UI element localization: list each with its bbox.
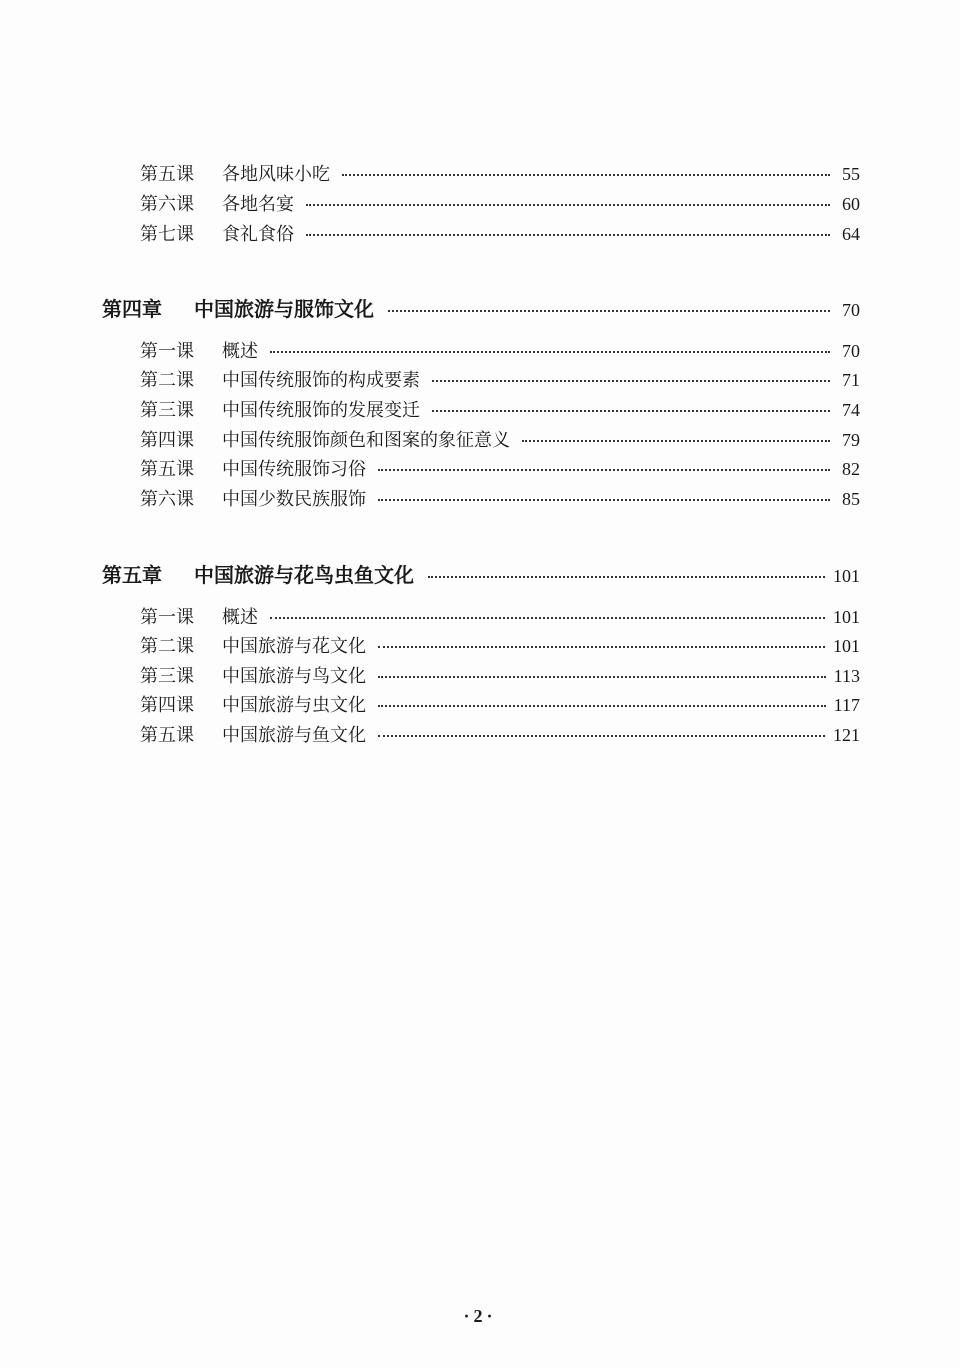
- toc-entry: [140, 160, 860, 186]
- chapter-title: 中国旅游与服饰文化: [194, 297, 374, 321]
- lesson-title: 概述: [222, 341, 258, 362]
- dot-leader: [428, 576, 825, 578]
- page-number: 64: [842, 224, 860, 244]
- lesson-number: 第六课: [140, 489, 194, 510]
- dot-leader: [342, 174, 830, 176]
- lesson-title: 中国传统服饰的构成要素: [222, 370, 420, 391]
- lesson-number: 第三课: [140, 400, 194, 421]
- lesson-number: 第一课: [140, 341, 194, 362]
- page-number: 70: [842, 341, 860, 361]
- page-number: 101: [833, 566, 860, 586]
- lesson-number: 第三课: [140, 666, 194, 687]
- page-number: 74: [842, 400, 860, 420]
- dot-leader: [378, 469, 830, 471]
- dot-leader: [378, 499, 830, 501]
- lesson-title: 中国传统服饰的发展变迁: [222, 400, 420, 421]
- page-number: 82: [842, 459, 860, 479]
- page-number: 70: [842, 300, 860, 320]
- lesson-number: 第六课: [140, 194, 194, 215]
- page-number: 101: [833, 607, 860, 627]
- lesson-title: 中国旅游与花文化: [222, 636, 366, 657]
- chapter-title: 中国旅游与花鸟虫鱼文化: [194, 563, 414, 587]
- page-footer-number: ·2·: [463, 1306, 497, 1326]
- toc-entry: [140, 691, 860, 717]
- page-number: 85: [842, 489, 860, 509]
- lesson-number: 第五课: [140, 459, 194, 480]
- lesson-number: 第四课: [140, 430, 194, 451]
- lesson-title: 中国旅游与鱼文化: [222, 725, 366, 746]
- chapter-number: 第四章: [102, 297, 162, 321]
- dot-leader: [378, 735, 825, 737]
- toc-entry: [140, 632, 860, 658]
- dot-leader: [432, 410, 830, 412]
- lesson-number: 第五课: [140, 725, 194, 746]
- lesson-title: 中国少数民族服饰: [222, 489, 366, 510]
- toc-entry: [140, 721, 860, 747]
- toc-entry: [140, 426, 860, 452]
- dot-leader: [306, 204, 830, 206]
- toc-entry: [140, 337, 860, 363]
- page-number: 117: [833, 695, 860, 715]
- toc-entry: [140, 366, 860, 392]
- chapter-number: 第五章: [102, 563, 162, 587]
- dot-leader: [378, 646, 825, 648]
- lesson-number: 第七课: [140, 224, 194, 245]
- dot-leader: [378, 676, 826, 678]
- lesson-title: 中国传统服饰颜色和图案的象征意义: [222, 430, 510, 451]
- lesson-title: 中国旅游与虫文化: [222, 695, 366, 716]
- lesson-number: 第二课: [140, 636, 194, 657]
- lesson-number: 第二课: [140, 370, 194, 391]
- lesson-number: 第五课: [140, 164, 194, 185]
- page-number: 121: [833, 725, 860, 745]
- dot-leader: [432, 380, 830, 382]
- lesson-number: 第四课: [140, 695, 194, 716]
- lesson-number: 第一课: [140, 607, 194, 628]
- toc-entry: [140, 190, 860, 216]
- page-number: 71: [842, 370, 860, 390]
- page-number: 79: [842, 430, 860, 450]
- toc-entry: [140, 455, 860, 481]
- page-number: 60: [842, 194, 860, 214]
- page-number: 101: [833, 636, 860, 656]
- lesson-title: 各地风味小吃: [222, 164, 330, 185]
- toc-entry: [140, 603, 860, 629]
- lesson-title: 中国旅游与鸟文化: [222, 666, 366, 687]
- dot-leader: [270, 351, 830, 353]
- toc-entry: [140, 485, 860, 511]
- chapter-heading: [102, 293, 860, 322]
- page-number: 113: [833, 666, 860, 686]
- lesson-title: 中国传统服饰习俗: [222, 459, 366, 480]
- lesson-title: 食礼食俗: [222, 224, 294, 245]
- lesson-title: 概述: [222, 607, 258, 628]
- lesson-title: 各地名宴: [222, 194, 294, 215]
- toc-entry: [140, 220, 860, 246]
- toc-entry: [140, 396, 860, 422]
- dot-leader: [388, 310, 830, 312]
- page-number: 55: [842, 164, 860, 184]
- dot-leader: [378, 705, 826, 707]
- dot-leader: [306, 234, 830, 236]
- dot-leader: [270, 617, 825, 619]
- dot-leader: [522, 440, 830, 442]
- chapter-heading: [102, 559, 860, 588]
- toc-entry: [140, 662, 860, 688]
